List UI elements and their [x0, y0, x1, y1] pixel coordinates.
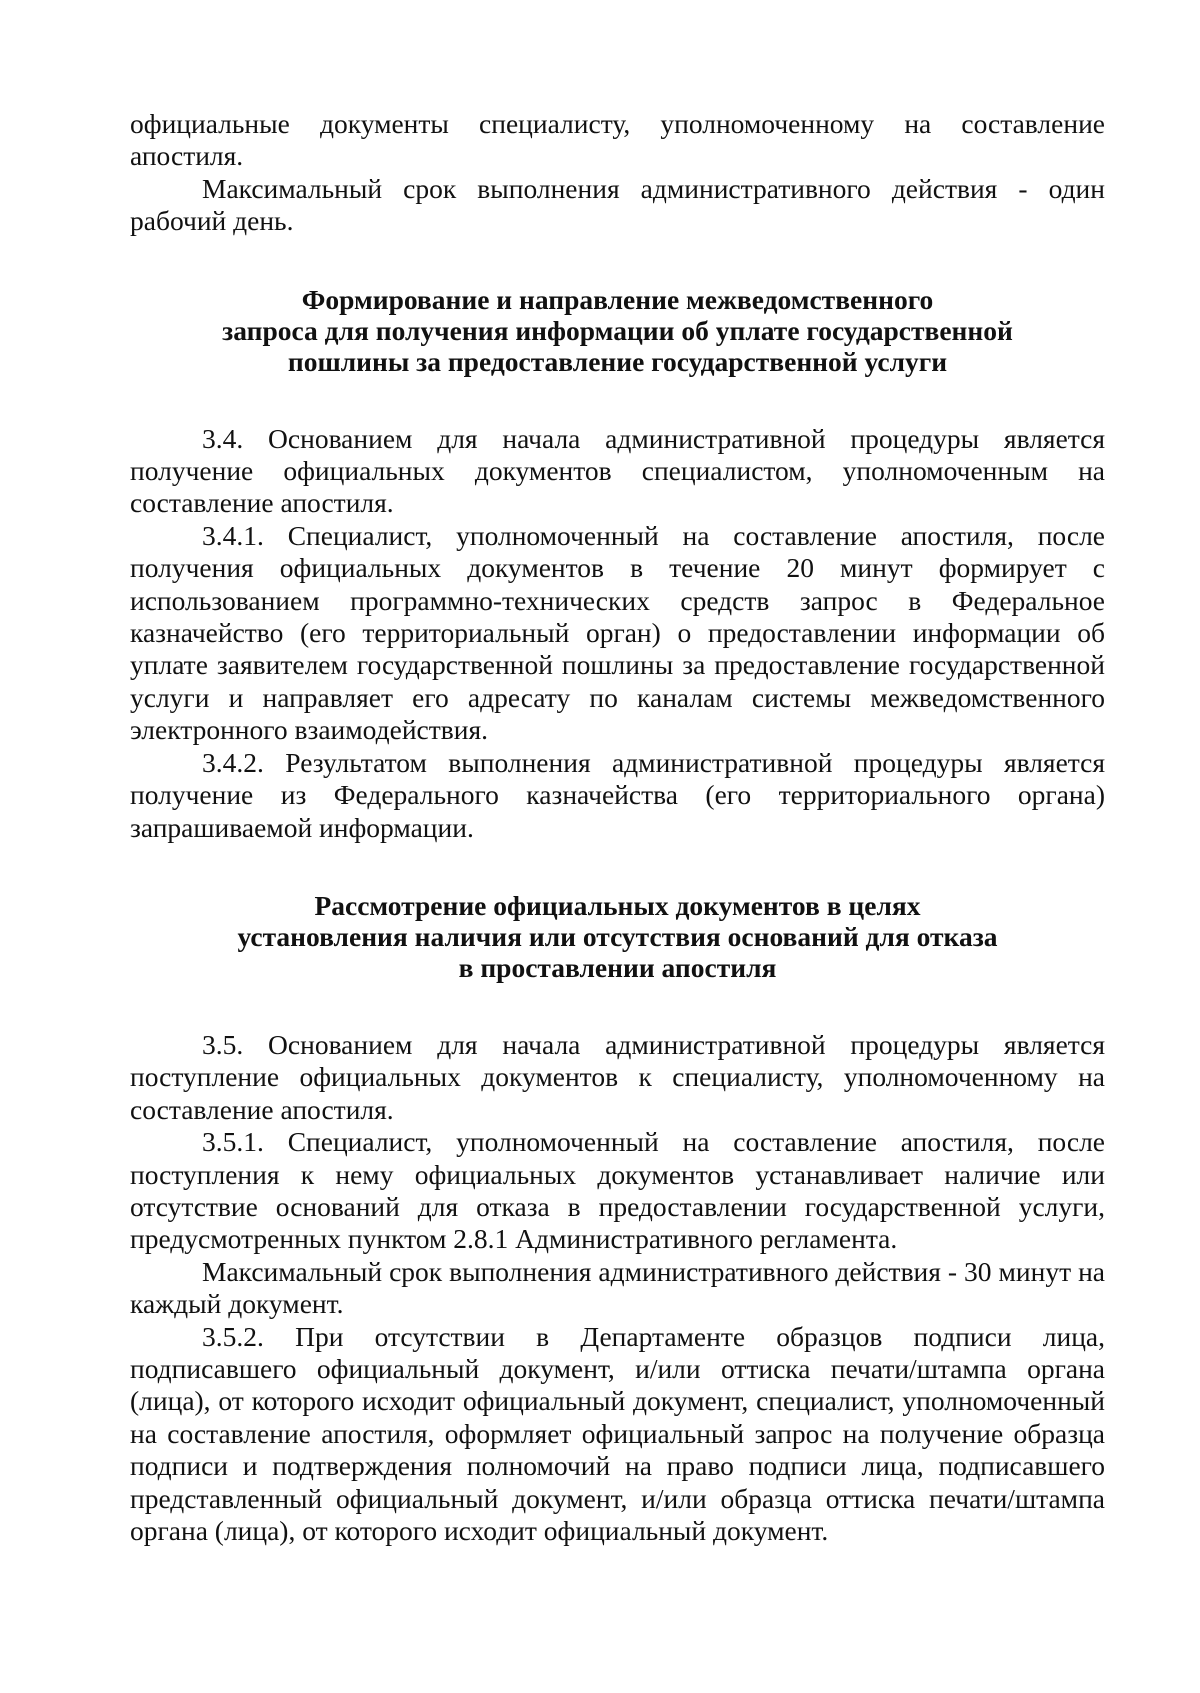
paragraph-3-4: 3.4. Основанием для начала административной процедуры является получение официальных документов специалистом, уполномоченным на составление апостиля. [130, 422, 1105, 519]
heading-line: пошлины за предоставление государственной услуги [287, 345, 948, 377]
heading-line: установления наличия или отсутствия оснований для отказа [237, 920, 998, 952]
section-body-interagency-request [130, 423, 1105, 844]
heading-line: запроса для получения информации об уплате государственной [222, 314, 1013, 346]
paragraph-3-5-1: 3.5.1. Специалист, уполномоченный на составление апостиля, после поступления к нему официальных документов устанавливает наличие или отсутствие оснований для отказа в предоставлении государственной услуги, предусмотренных пунктом 2.8.1 Административного регламента. [130, 1126, 1105, 1255]
section-body-document-review [130, 1029, 1105, 1548]
paragraph-review-deadline: Максимальный срок выполнения административного действия - 30 минут на каждый документ. [130, 1255, 1105, 1320]
heading-line: Формирование и направление межведомственного [301, 283, 934, 315]
paragraph-continuation: официальные документы специалисту, уполномоченному на составление апостиля. [130, 108, 1105, 172]
heading-line: Рассмотрение официальных документов в целях [314, 889, 921, 921]
section-heading-interagency-request [130, 284, 1105, 377]
paragraph-3-4-1: 3.4.1. Специалист, уполномоченный на составление апостиля, после получения официальных документов в течение 20 минут формирует с использованием программно-технических средств запрос в Федеральное казначейство (его территориальный орган) о предоставлении информации об уплате заявителем государственной пошлины за предоставление государственной услуги и направляет его адресату по каналам системы межведомственного электронного взаимодействия. [130, 519, 1105, 746]
heading-line: в проставлении апостиля [458, 951, 777, 983]
paragraph-3-5: 3.5. Основанием для начала административной процедуры является поступление официальных документов к специалисту, уполномоченному на составление апостиля. [130, 1028, 1105, 1125]
document-page [130, 108, 1105, 1547]
paragraph-deadline: Максимальный срок выполнения административного действия - один рабочий день. [130, 172, 1105, 237]
paragraph-3-4-2: 3.4.2. Результатом выполнения административной процедуры является получение из Федерального казначейства (его территориального органа) запрашиваемой информации. [130, 746, 1105, 843]
section-heading-document-review [130, 890, 1105, 983]
paragraph-3-5-2: 3.5.2. При отсутствии в Департаменте образцов подписи лица, подписавшего официальный документ, и/или оттиска печати/штампа органа (лица), от которого исходит официальный документ, специалист, уполномоченный на составление апостиля, оформляет официальный запрос на получение образца подписи и подтверждения полномочий на право подписи лица, подписавшего представленный официальный документ, и/или образца оттиска печати/штампа органа (лица), от которого исходит официальный документ. [130, 1320, 1105, 1546]
